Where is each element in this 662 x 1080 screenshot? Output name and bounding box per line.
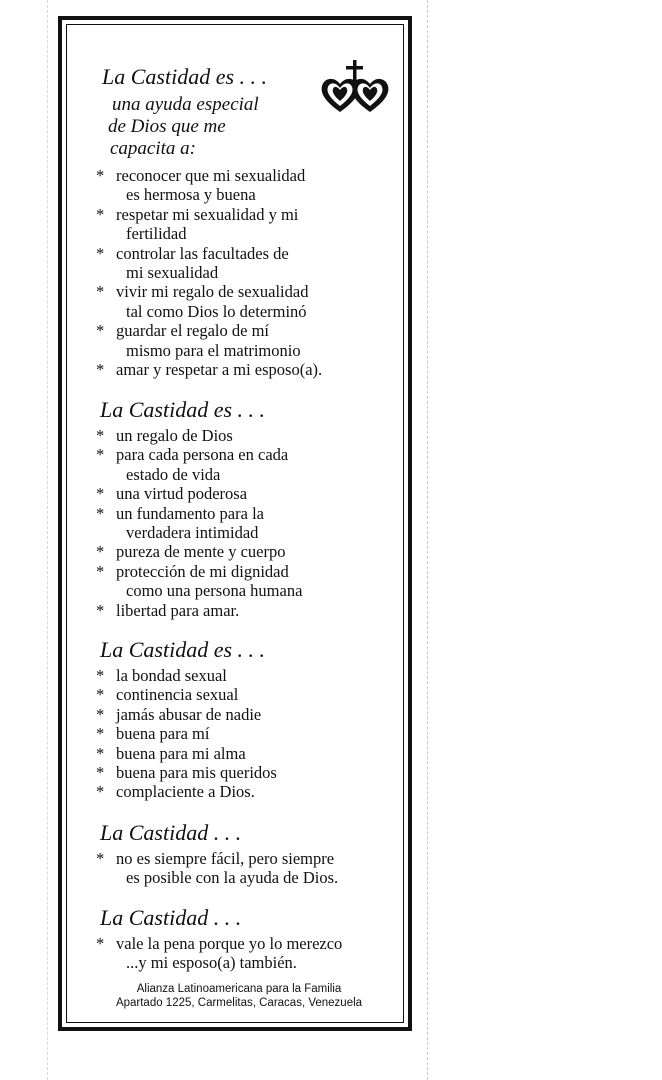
bullet: * — [96, 666, 105, 685]
section-3-heading: La Castidad es . . . — [100, 637, 266, 662]
list-item — [96, 782, 277, 801]
item-line: continencia sexual — [116, 685, 239, 705]
bullet: * — [96, 204, 105, 224]
item-line: la bondad sexual — [116, 666, 227, 685]
chastity-card — [58, 16, 412, 1031]
section-2-heading: La Castidad es . . . — [100, 397, 266, 422]
list-item — [96, 321, 322, 360]
item-line: vivir mi regalo de sexualidad — [116, 282, 309, 302]
list-item — [96, 562, 302, 601]
list-item — [96, 426, 302, 445]
item-line: buena para mi alma — [116, 743, 246, 763]
bullet: * — [96, 426, 105, 445]
bullet: * — [96, 600, 105, 620]
list-item — [96, 763, 277, 782]
intro-line: de Dios que me — [108, 116, 226, 137]
bullet: * — [96, 445, 105, 465]
list-item — [96, 360, 322, 379]
scan-edge-left — [47, 0, 49, 1080]
list-item — [96, 244, 322, 283]
item-line: un regalo de Dios — [116, 426, 233, 445]
item-line: para cada persona en cada — [116, 445, 289, 465]
footer-organization: Alianza Latinoamericana para la Familia — [136, 983, 342, 995]
scan-edge-right — [427, 0, 429, 1080]
section-4-heading: La Castidad . . . — [100, 820, 242, 845]
item-line: buena para mis queridos — [116, 763, 277, 783]
list-item — [96, 744, 277, 763]
item-line: vale la pena porque yo lo merezco — [116, 934, 343, 953]
intro-line: capacita a: — [110, 138, 197, 159]
list-item — [96, 685, 277, 704]
section-1-list — [96, 166, 322, 379]
bullet: * — [96, 763, 105, 783]
item-line: mismo para el matrimonio — [126, 340, 301, 360]
list-item — [96, 601, 302, 620]
item-line: complaciente a Dios. — [116, 782, 255, 802]
item-line: un fundamento para la — [116, 503, 264, 523]
section-3-list — [96, 666, 277, 802]
item-line: jamás abusar de nadie — [116, 704, 262, 724]
cross-two-hearts-icon — [320, 60, 392, 116]
bullet: * — [96, 282, 105, 302]
bullet: * — [96, 503, 105, 523]
item-line: una virtud poderosa — [116, 484, 248, 504]
list-item — [96, 484, 302, 503]
item-line: buena para mí — [116, 724, 210, 744]
list-item — [96, 445, 302, 484]
list-item — [96, 934, 342, 973]
section-1-heading: La Castidad es . . . — [102, 64, 268, 89]
item-line: respetar mi sexualidad y mi — [116, 204, 299, 224]
section-5-heading: La Castidad . . . — [100, 905, 242, 930]
item-line: es hermosa y buena — [126, 185, 256, 205]
item-line: estado de vida — [126, 464, 221, 484]
item-line: libertad para amar. — [116, 600, 240, 620]
item-line: controlar las facultades de — [116, 243, 289, 263]
list-item — [96, 666, 277, 685]
item-line: ...y mi esposo(a) también. — [126, 953, 297, 973]
bullet: * — [96, 782, 105, 802]
item-line: como una persona humana — [126, 581, 303, 601]
item-line: reconocer que mi sexualidad — [116, 166, 306, 185]
list-item — [96, 205, 322, 244]
bullet: * — [96, 542, 105, 562]
item-line: amar y respetar a mi esposo(a). — [116, 360, 323, 380]
item-line: fertilidad — [126, 224, 187, 244]
item-line: pureza de mente y cuerpo — [116, 542, 286, 562]
bullet: * — [96, 321, 105, 341]
bullet: * — [96, 849, 105, 868]
bullet: * — [96, 685, 105, 705]
bullet: * — [96, 360, 105, 380]
item-line: mi sexualidad — [126, 263, 219, 283]
list-item — [96, 705, 277, 724]
item-line: protección de mi dignidad — [116, 561, 289, 581]
intro-line: una ayuda especial — [112, 94, 259, 115]
list-item — [96, 724, 277, 743]
list-item — [96, 166, 322, 205]
list-item — [96, 542, 302, 561]
bullet: * — [96, 934, 105, 953]
bullet: * — [96, 484, 105, 504]
bullet: * — [96, 743, 105, 763]
bullet: * — [96, 704, 105, 724]
item-line: es posible con la ayuda de Dios. — [126, 868, 339, 888]
bullet: * — [96, 166, 105, 185]
list-item — [96, 849, 338, 888]
item-line: verdadera intimidad — [126, 523, 259, 543]
list-item — [96, 504, 302, 543]
item-line: guardar el regalo de mí — [116, 321, 270, 341]
card-footer — [84, 982, 394, 1010]
item-line: tal como Dios lo determinó — [126, 301, 307, 321]
item-line: no es siempre fácil, pero siempre — [116, 849, 335, 868]
section-5-list — [96, 934, 342, 973]
section-2-list — [96, 426, 302, 620]
section-4-list — [96, 849, 338, 888]
list-item — [96, 282, 322, 321]
bullet: * — [96, 243, 105, 263]
section-1-intro — [108, 94, 259, 160]
bullet: * — [96, 724, 105, 744]
footer-address: Apartado 1225, Carmelitas, Caracas, Venezuela — [115, 997, 363, 1009]
bullet: * — [96, 561, 105, 581]
